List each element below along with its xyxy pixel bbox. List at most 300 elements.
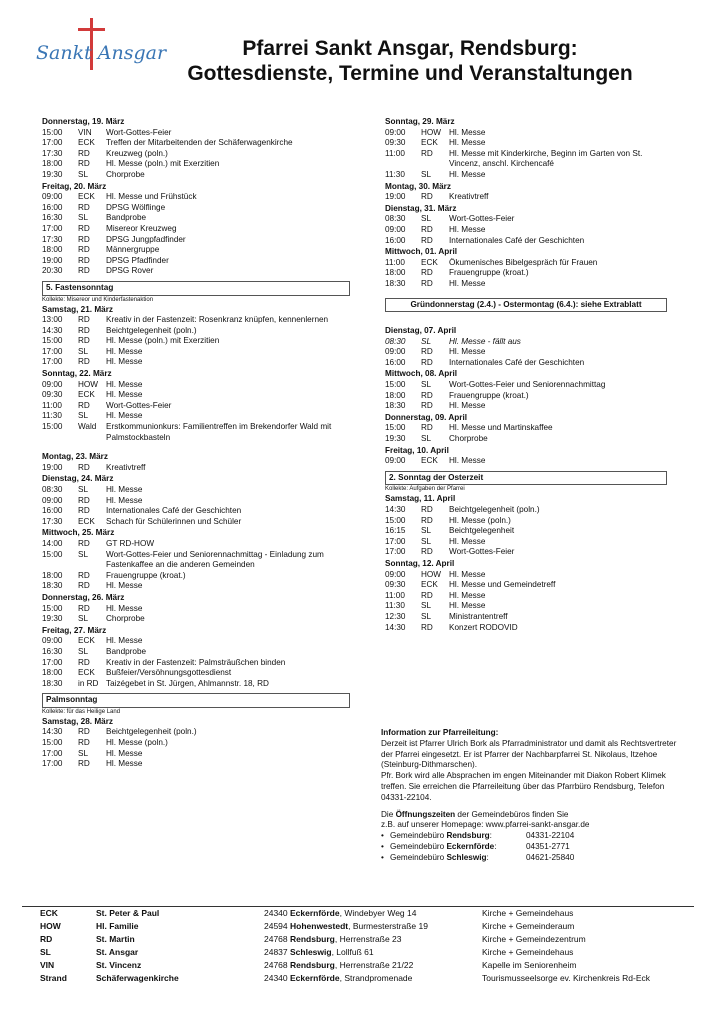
bullet-icon: • bbox=[381, 841, 384, 851]
event-row bbox=[42, 213, 350, 224]
day-heading: Sonntag, 22. März bbox=[42, 369, 112, 379]
event-time: 11:00 bbox=[385, 590, 405, 600]
event-location: RD bbox=[78, 148, 90, 158]
event-time: 18:00 bbox=[385, 390, 406, 400]
event-row bbox=[385, 547, 667, 558]
office-name bbox=[381, 831, 526, 842]
event-location: RD bbox=[78, 325, 90, 335]
office-row bbox=[381, 831, 681, 842]
event-title: Wort-Gottes-Feier und Seniorennachmittag - Einladung zum Fastenkaffee an die anderen Gemeinden bbox=[106, 549, 324, 570]
event-time: 15:00 bbox=[42, 127, 63, 137]
event-title: Hl. Messe bbox=[106, 357, 143, 367]
event-row bbox=[385, 570, 667, 581]
event-row bbox=[42, 235, 350, 246]
event-location: RD bbox=[421, 590, 433, 600]
event-title: Hl. Messe bbox=[449, 401, 486, 411]
event-title: DPSG Wölflinge bbox=[106, 202, 166, 212]
event-time: 16:00 bbox=[385, 235, 406, 245]
event-location: SL bbox=[421, 526, 432, 536]
event-location: SL bbox=[421, 214, 432, 224]
event-time: 20:30 bbox=[42, 266, 63, 276]
info-heading: Information zur Pfarreileitung: bbox=[381, 728, 499, 737]
event-time: 14:30 bbox=[385, 505, 406, 514]
event-title: Bandprobe bbox=[106, 213, 147, 223]
event-location: RD bbox=[421, 390, 433, 400]
event-location: Wald bbox=[78, 422, 97, 432]
event-title: Bandprobe bbox=[106, 646, 147, 656]
day-heading: Sonntag, 12. April bbox=[385, 558, 455, 568]
event-time: 15:00 bbox=[42, 422, 63, 432]
event-title: DPSG Rover bbox=[106, 266, 154, 276]
title-line-2: Gottesdienste, Termine und Veranstaltungen bbox=[187, 62, 633, 85]
event-title: Hl. Messe mit Kinderkirche, Beginn im Garten von St. Vincenz, anschl. Kirchencafé bbox=[449, 148, 643, 169]
location-name: Schäferwagenkirche bbox=[96, 973, 179, 983]
event-location: RD bbox=[421, 224, 433, 234]
event-time: 13:00 bbox=[42, 315, 63, 325]
event-location: RD bbox=[78, 495, 90, 505]
event-row bbox=[385, 279, 667, 290]
event-time: 18:30 bbox=[42, 581, 63, 591]
location-row bbox=[22, 959, 694, 972]
event-title: Kreativtreff bbox=[106, 462, 146, 472]
cross-bar bbox=[78, 28, 105, 31]
event-time: 09:30 bbox=[385, 138, 406, 148]
event-location: RD bbox=[421, 278, 433, 288]
page-title bbox=[130, 36, 690, 86]
event-location: RD bbox=[78, 255, 90, 265]
event-time: 11:00 bbox=[385, 148, 405, 158]
office-name bbox=[381, 842, 526, 853]
event-title: Hl. Messe bbox=[449, 590, 486, 600]
location-name: St. Ansgar bbox=[96, 947, 139, 957]
event-location: RD bbox=[78, 603, 90, 613]
office-list bbox=[381, 831, 681, 863]
collection-note: Kollekte: Aufgaben der Pfarrei bbox=[385, 486, 465, 493]
location-code: RD bbox=[40, 934, 53, 944]
event-location: SL bbox=[78, 485, 89, 494]
location-address bbox=[264, 959, 482, 972]
event-row bbox=[42, 550, 350, 571]
day-heading: Mittwoch, 01. April bbox=[385, 247, 458, 257]
location-zip: 24340 bbox=[264, 973, 290, 983]
event-row bbox=[385, 456, 667, 467]
location-street: , Strandpromenade bbox=[339, 973, 413, 983]
event-title: Hl. Messe bbox=[106, 748, 143, 758]
day-heading: Donnerstag, 26. März bbox=[42, 592, 125, 602]
event-row bbox=[42, 128, 350, 139]
event-row bbox=[42, 636, 350, 647]
day-heading: Montag, 30. März bbox=[385, 181, 451, 191]
day-heading: Montag, 23. März bbox=[42, 452, 108, 462]
event-time: 11:00 bbox=[42, 400, 62, 410]
event-time: 08:30 bbox=[385, 336, 406, 346]
event-location: RD bbox=[78, 245, 90, 255]
event-time: 17:00 bbox=[42, 748, 63, 758]
event-time: 09:00 bbox=[385, 127, 406, 137]
event-location: RD bbox=[421, 235, 433, 245]
hours-bold: Öffnungszeiten bbox=[395, 809, 456, 819]
event-location: HOW bbox=[78, 379, 99, 389]
event-location: ECK bbox=[78, 668, 95, 678]
event-time: 17:00 bbox=[42, 346, 63, 356]
location-city: Eckernförde bbox=[290, 908, 340, 918]
event-time: 17:00 bbox=[385, 536, 406, 546]
event-title: Hl. Messe bbox=[106, 390, 143, 400]
event-row bbox=[385, 434, 667, 445]
event-time: 16:00 bbox=[42, 506, 63, 516]
location-note: Kirche + Gemeinderaum bbox=[482, 921, 575, 931]
event-time: 17:00 bbox=[42, 357, 63, 367]
event-title: Hl. Messe bbox=[449, 278, 486, 288]
section-heading: 2. Sonntag der Osterzeit bbox=[385, 471, 667, 486]
event-title: Hl. Messe bbox=[449, 169, 486, 179]
event-title: Wort-Gottes-Feier bbox=[106, 127, 172, 137]
event-row bbox=[385, 258, 667, 269]
location-code: VIN bbox=[40, 960, 55, 970]
event-location: SL bbox=[78, 213, 89, 223]
event-location: RD bbox=[78, 315, 90, 325]
event-time: 19:00 bbox=[42, 255, 63, 265]
office-row bbox=[381, 853, 681, 864]
event-time: 15:00 bbox=[385, 423, 406, 433]
location-row bbox=[22, 946, 694, 959]
event-title: Hl. Messe bbox=[106, 346, 143, 356]
event-location: RD bbox=[421, 268, 433, 278]
location-zip: 24768 bbox=[264, 960, 290, 970]
location-row bbox=[22, 972, 694, 985]
event-row bbox=[42, 326, 350, 337]
event-row bbox=[385, 225, 667, 236]
section-heading: 5. Fastensonntag bbox=[42, 281, 350, 296]
event-location: RD bbox=[78, 538, 90, 548]
event-time: 08:30 bbox=[42, 485, 63, 494]
event-location: RD bbox=[78, 400, 90, 410]
event-time: 17:00 bbox=[42, 657, 63, 667]
section-heading: Palmsonntag bbox=[42, 693, 350, 708]
event-title: Frauengruppe (kroat.) bbox=[106, 570, 186, 580]
event-location: SL bbox=[421, 336, 432, 346]
event-title: Hl. Messe bbox=[106, 485, 143, 494]
event-title: Hl. Messe und Gemeindetreff bbox=[449, 580, 556, 590]
event-row bbox=[42, 506, 350, 517]
event-location: SL bbox=[78, 549, 89, 559]
event-time: 18:30 bbox=[42, 678, 63, 688]
location-note: Tourismusseelsorge ev. Kirchenkreis Rd-Eck bbox=[482, 973, 651, 983]
location-city: Hohenwestedt bbox=[290, 921, 349, 931]
event-title: Wort-Gottes-Feier und Seniorennachmittag bbox=[449, 380, 606, 390]
day-heading: Dienstag, 24. März bbox=[42, 474, 114, 484]
event-time: 16:15 bbox=[385, 526, 406, 536]
event-row bbox=[385, 580, 667, 591]
event-title: Beichtgelegenheit (poln.) bbox=[106, 325, 197, 335]
event-location: SL bbox=[421, 611, 432, 621]
event-row bbox=[42, 203, 350, 214]
office-name bbox=[381, 853, 526, 864]
event-time: 17:00 bbox=[42, 759, 63, 769]
event-location: RD bbox=[421, 547, 433, 557]
event-row bbox=[42, 647, 350, 658]
location-note: Kirche + Gemeindehaus bbox=[482, 908, 574, 918]
event-location: RD bbox=[78, 506, 90, 516]
office-label: Gemeindebüro bbox=[390, 841, 447, 851]
event-row bbox=[42, 422, 350, 443]
event-location: RD bbox=[78, 738, 90, 748]
event-time: 17:30 bbox=[42, 148, 63, 158]
event-time: 16:00 bbox=[42, 202, 63, 212]
event-location: RD bbox=[421, 505, 433, 514]
location-city: Eckernförde bbox=[290, 973, 340, 983]
hours-pre: Die bbox=[381, 809, 396, 819]
event-title: Wort-Gottes-Feier bbox=[449, 214, 515, 224]
event-title: Hl. Messe (poln.) mit Exerzitien bbox=[106, 159, 220, 169]
event-time: 09:00 bbox=[42, 636, 63, 646]
event-title: Hl. Messe bbox=[449, 569, 486, 579]
event-location: RD bbox=[78, 266, 90, 276]
event-location: SL bbox=[78, 748, 89, 758]
event-location: SL bbox=[421, 380, 432, 390]
event-location: SL bbox=[78, 646, 89, 656]
event-location: HOW bbox=[421, 569, 442, 579]
day-heading: Mittwoch, 25. März bbox=[42, 528, 115, 538]
event-time: 14:30 bbox=[42, 325, 63, 335]
event-location: ECK bbox=[78, 390, 95, 400]
event-location: RD bbox=[421, 423, 433, 433]
event-row bbox=[385, 391, 667, 402]
event-location: RD bbox=[421, 515, 433, 525]
location-address bbox=[264, 972, 482, 985]
day-heading: Samstag, 28. März bbox=[42, 716, 113, 726]
event-title: Internationales Café der Geschichten bbox=[106, 506, 242, 516]
event-title: Treffen der Mitarbeitenden der Schäferwagenkirche bbox=[106, 138, 293, 148]
parish-info bbox=[381, 728, 681, 864]
location-name: St. Martin bbox=[96, 934, 135, 944]
event-row bbox=[42, 759, 350, 770]
event-time: 09:00 bbox=[385, 224, 406, 234]
event-time: 15:00 bbox=[42, 336, 63, 346]
location-city: Rendsburg bbox=[290, 934, 335, 944]
office-city: Rendsburg bbox=[446, 831, 490, 841]
event-row bbox=[42, 411, 350, 422]
day-heading: Sonntag, 29. März bbox=[385, 117, 455, 126]
event-location: VIN bbox=[78, 127, 92, 137]
schedule-right-column bbox=[385, 116, 667, 633]
event-location: RD bbox=[78, 336, 90, 346]
event-row bbox=[42, 738, 350, 749]
event-time: 18:30 bbox=[385, 278, 406, 288]
event-title: Hl. Messe bbox=[106, 411, 143, 421]
event-title: Chorprobe bbox=[106, 614, 145, 624]
event-time: 15:00 bbox=[385, 380, 406, 390]
location-address bbox=[264, 920, 482, 933]
day-heading: Donnerstag, 09. April bbox=[385, 412, 468, 422]
event-time: 15:00 bbox=[42, 549, 63, 559]
event-location: RD bbox=[78, 202, 90, 212]
event-location: RD bbox=[78, 759, 90, 769]
location-street: , Burmesterstraße 19 bbox=[348, 921, 428, 931]
event-row bbox=[42, 357, 350, 368]
event-time: 15:00 bbox=[385, 515, 406, 525]
event-title: Chorprobe bbox=[106, 169, 145, 179]
location-code: ECK bbox=[40, 908, 58, 918]
office-colon: : bbox=[489, 831, 492, 841]
event-location: SL bbox=[421, 536, 432, 546]
bullet-icon: • bbox=[381, 831, 384, 841]
event-location: SL bbox=[421, 601, 432, 611]
notice-box: Gründonnerstag (2.4.) - Ostermontag (6.4.): siehe Extrablatt bbox=[385, 298, 667, 313]
event-title: Kreativ in der Fastenzeit: Rosenkranz knüpfen, kennenlernen bbox=[106, 315, 329, 325]
day-heading: Dienstag, 07. April bbox=[385, 326, 457, 336]
event-location: SL bbox=[78, 614, 89, 624]
event-title: Kreativ in der Fastenzeit: Palmsträußchen binden bbox=[106, 657, 286, 667]
event-time: 09:30 bbox=[385, 580, 406, 590]
event-location: RD bbox=[78, 357, 90, 367]
event-title: Hl. Messe bbox=[106, 603, 143, 613]
event-row bbox=[42, 496, 350, 507]
location-row bbox=[22, 933, 694, 946]
event-location: ECK bbox=[78, 138, 95, 148]
event-row bbox=[385, 214, 667, 225]
event-time: 15:00 bbox=[42, 603, 63, 613]
event-time: 17:30 bbox=[42, 516, 63, 526]
event-title: Ökumenisches Bibelgespräch für Frauen bbox=[449, 257, 598, 267]
collection-note: Kollekte: für das Heilige Land bbox=[42, 708, 121, 715]
event-location: ECK bbox=[421, 580, 438, 590]
event-row bbox=[385, 526, 667, 537]
event-row bbox=[385, 337, 667, 348]
office-city: Schleswig bbox=[446, 852, 487, 862]
office-label: Gemeindebüro bbox=[390, 831, 447, 841]
info-paragraph-2: Pfr. Bork wird alle Absprachen im engen Miteinander mit Diakon Robert Klimek treffen. Sie erreichen die Pfarreileitung über das Pfarrbüro Rendsburg, Telefon 04331-22104. bbox=[381, 771, 666, 802]
location-zip: 24594 bbox=[264, 921, 290, 931]
event-time: 15:00 bbox=[42, 738, 63, 748]
event-row bbox=[385, 601, 667, 612]
event-time: 16:00 bbox=[385, 357, 406, 367]
event-row bbox=[385, 138, 667, 149]
day-heading: Samstag, 11. April bbox=[385, 494, 456, 504]
event-row bbox=[42, 658, 350, 669]
event-title: Hl. Messe bbox=[449, 347, 486, 357]
event-location: RD bbox=[421, 148, 433, 158]
event-row bbox=[385, 192, 667, 203]
event-time: 17:30 bbox=[42, 234, 63, 244]
event-time: 12:30 bbox=[385, 611, 406, 621]
office-label: Gemeindebüro bbox=[390, 852, 447, 862]
event-title: Hl. Messe bbox=[106, 636, 143, 646]
event-location: SL bbox=[78, 169, 89, 179]
location-zip: 24837 bbox=[264, 947, 290, 957]
event-row bbox=[42, 380, 350, 391]
hours-post: der Gemeindebüros finden Sie bbox=[455, 809, 569, 819]
event-row bbox=[42, 256, 350, 267]
event-time: 18:00 bbox=[42, 245, 63, 255]
day-heading: Freitag, 20. März bbox=[42, 181, 107, 191]
event-location: ECK bbox=[78, 516, 95, 526]
event-time: 14:30 bbox=[42, 727, 63, 737]
event-title: Frauengruppe (kroat.) bbox=[449, 268, 529, 278]
event-row bbox=[42, 138, 350, 149]
locations-table bbox=[22, 906, 694, 985]
event-row bbox=[42, 463, 350, 474]
event-title: Bußfeier/Versöhnungsgottesdienst bbox=[106, 668, 232, 678]
event-title: Beichtgelegenheit (poln.) bbox=[106, 727, 197, 737]
event-row bbox=[385, 505, 667, 516]
event-title: Wort-Gottes-Feier bbox=[449, 547, 515, 557]
event-row bbox=[385, 401, 667, 412]
event-row bbox=[42, 390, 350, 401]
event-time: 16:30 bbox=[42, 213, 63, 223]
location-zip: 24768 bbox=[264, 934, 290, 944]
event-location: RD bbox=[78, 223, 90, 233]
spacer bbox=[42, 443, 350, 451]
bullet-icon: • bbox=[381, 852, 384, 862]
event-time: 17:00 bbox=[42, 138, 63, 148]
event-title: Hl. Messe bbox=[449, 456, 486, 466]
event-row bbox=[42, 571, 350, 582]
event-time: 09:00 bbox=[42, 379, 63, 389]
location-address bbox=[264, 933, 482, 946]
event-time: 09:00 bbox=[385, 347, 406, 357]
title-line-1: Pfarrei Sankt Ansgar, Rendsburg: bbox=[242, 37, 578, 60]
day-heading: Freitag, 10. April bbox=[385, 445, 449, 455]
parish-logo bbox=[36, 14, 167, 78]
event-title: Hl. Messe bbox=[449, 138, 486, 148]
event-time: 09:00 bbox=[385, 456, 406, 466]
location-street: , Herrenstraße 23 bbox=[334, 934, 402, 944]
event-location: RD bbox=[78, 159, 90, 169]
event-time: 17:00 bbox=[42, 223, 63, 233]
info-paragraph-1: Derzeit ist Pfarrer Ulrich Bork als Pfarradministrator und damit als Rechtsvertreter der Pfarrei eingesetzt. Er ist Pfarrer der Nachbarpfarrei St. Nikolaus, Itzehoe (Steinburg-Dithmarschen). bbox=[381, 738, 677, 770]
event-title: Hl. Messe bbox=[106, 759, 143, 769]
event-row bbox=[42, 679, 350, 690]
location-address bbox=[264, 907, 482, 920]
event-row bbox=[42, 539, 350, 550]
event-location: RD bbox=[78, 234, 90, 244]
office-phone: 04621-25840 bbox=[526, 852, 575, 862]
event-row bbox=[385, 236, 667, 247]
event-location: RD bbox=[421, 192, 433, 202]
event-location: RD bbox=[78, 462, 90, 472]
event-row bbox=[385, 268, 667, 279]
location-street: , Lollfuß 61 bbox=[331, 947, 374, 957]
event-time: 11:00 bbox=[385, 257, 405, 267]
event-title: Hl. Messe bbox=[106, 581, 143, 591]
event-location: RD bbox=[421, 401, 433, 411]
schedule-left-column bbox=[42, 116, 350, 770]
event-time: 09:00 bbox=[385, 569, 406, 579]
event-title: Taizégebet in St. Jürgen, Ahlmannstr. 18, RD bbox=[106, 678, 269, 688]
event-row bbox=[385, 170, 667, 181]
day-heading: Samstag, 21. März bbox=[42, 304, 113, 314]
day-heading: Donnerstag, 19. März bbox=[42, 117, 125, 126]
event-title: Hl. Messe (poln.) mit Exerzitien bbox=[106, 336, 220, 346]
event-row bbox=[42, 347, 350, 358]
event-time: 08:30 bbox=[385, 214, 406, 224]
day-heading: Mittwoch, 08. April bbox=[385, 369, 458, 379]
event-time: 16:30 bbox=[42, 646, 63, 656]
event-time: 18:00 bbox=[42, 159, 63, 169]
event-location: SL bbox=[78, 346, 89, 356]
event-title: Hl. Messe und Frühstück bbox=[106, 192, 197, 202]
event-row bbox=[42, 315, 350, 326]
event-title: Kreativtreff bbox=[449, 192, 489, 202]
location-name: St. Peter & Paul bbox=[96, 908, 160, 918]
homepage-link[interactable]: z.B. auf unserer Homepage: www.pfarrei-sankt-ansgar.de bbox=[381, 820, 590, 830]
event-title: Beichtgelegenheit bbox=[449, 526, 515, 536]
event-title: Hl. Messe bbox=[449, 127, 486, 137]
event-time: 14:00 bbox=[42, 538, 63, 548]
event-row bbox=[42, 485, 350, 496]
event-time: 18:00 bbox=[385, 268, 406, 278]
